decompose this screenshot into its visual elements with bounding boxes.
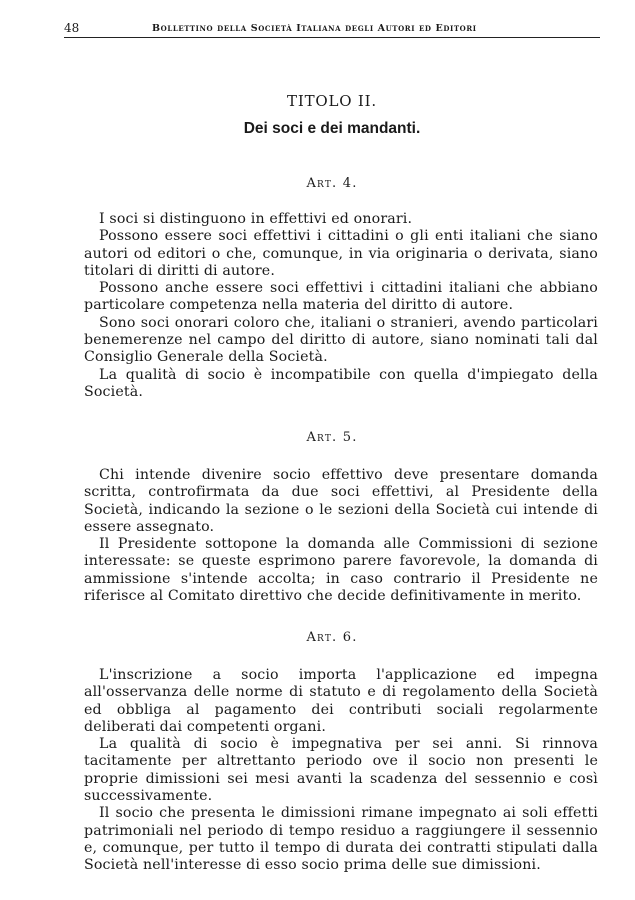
paragraph: La qualità di socio è incompatibile con quella d'impiegato della Società. [84, 366, 598, 400]
article-heading-5: Art. 5. [306, 430, 358, 445]
article-body-6 [84, 667, 598, 875]
paragraph: Il socio che presenta le dimissioni rimane impegnato ai soli effetti patrimoniali nel periodo di tempo residuo a raggiungere il sessennio e, comunque, per tutto il tempo di durata dei contratti stipulati dalla Società nell'interesse di esso socio prima delle sue dimissioni. [84, 805, 598, 874]
article-body-5 [84, 467, 598, 605]
paragraph: Chi intende divenire socio effettivo deve presentare domanda scritta, controfirmata da due soci effettivi, al Presidente della Società, indicando la sezione o le sezioni della Società cui intende di essere assegnato. [84, 467, 598, 535]
article-body-4 [84, 211, 598, 401]
paragraph: Possono anche essere soci effettivi i cittadini italiani che abbiano particolare competenza nella materia del diritto di autore. [84, 280, 598, 314]
paragraph: La qualità di socio è impegnativa per sei anni. Si rinnova tacitamente per altrettanto periodo ove il socio non presenti le proprie dimissioni sei mesi avanti la scadenza del sessennio e così successivamente. [84, 736, 598, 805]
section-subtitle: Dei soci e dei mandanti. [243, 120, 421, 137]
section-title: TITOLO II. [287, 92, 377, 110]
page-number: 48 [64, 21, 80, 35]
paragraph: I soci si distinguono in effettivi ed onorari. [99, 211, 413, 227]
article-heading-6: Art. 6. [306, 630, 358, 645]
paragraph: Il Presidente sottopone la domanda alle Commissioni di sezione interessate: se queste esprimono parere favorevole, la domanda di ammissione s'intende accolta; in caso contrario il Presidente ne riferisce al Comitato direttivo che decide definitivamente in merito. [84, 536, 598, 605]
running-title: Bollettino della Società Italiana degli Autori ed Editori [152, 23, 477, 34]
article-heading-4: Art. 4. [306, 176, 358, 191]
page-header [64, 21, 600, 38]
paragraph: L'inscrizione a socio importa l'applicazione ed impegna all'osservanza delle norme di statuto e di regolamento della Società ed obbliga al pagamento dei contributi sociali regolarmente deliberati dai competenti organi. [84, 667, 598, 735]
paragraph: Possono essere soci effettivi i cittadini o gli enti italiani che siano autori od editori o che, comunque, in via originaria o derivata, siano titolari di diritti di autore. [84, 228, 598, 279]
paragraph: Sono soci onorari coloro che, italiani o stranieri, avendo particolari benemerenze nel campo del diritto di autore, siano nominati tali dal Consiglio Generale della Società. [84, 314, 598, 366]
